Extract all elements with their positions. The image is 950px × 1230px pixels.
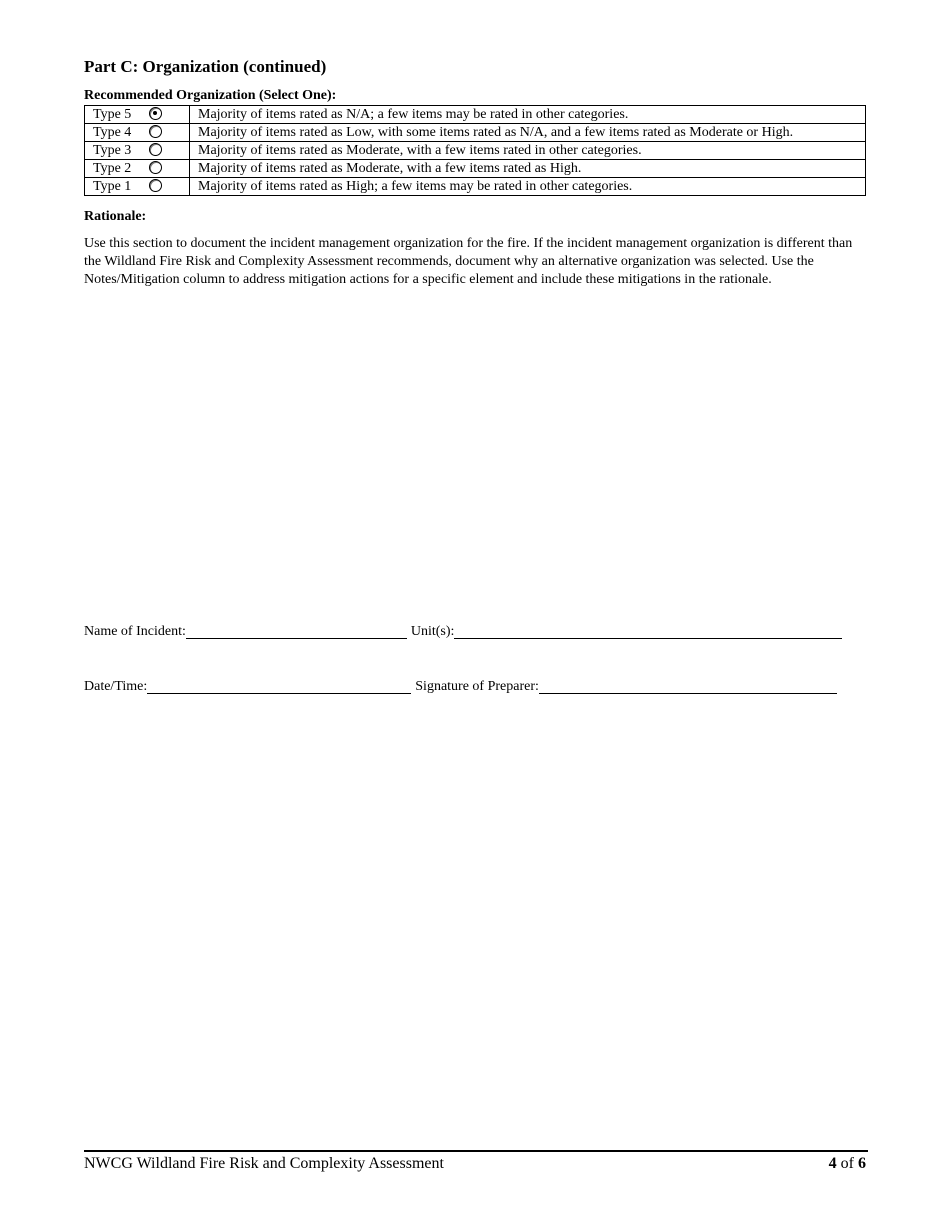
signature-field[interactable] [539,679,837,694]
type-description: Majority of items rated as High; a few items may be rated in other categories. [190,178,866,196]
type-5-radio[interactable] [149,107,162,120]
incident-name-field[interactable] [186,624,407,639]
type-description: Majority of items rated as Low, with some items rated as N/A, and a few items rated as Moderate or High. [190,124,866,142]
type-description: Majority of items rated as Moderate, with a few items rated as High. [190,160,866,178]
rationale-text: Use this section to document the incident management organization for the fire. If the incident management organization is different than the Wildland Fire Risk and Complexity Assessment recommends, document why an alternative organization was selected. Use the Notes/Mitigation column to address mitigation actions for a specific element and include these mitigations in the rationale. [84,236,853,287]
type-1-radio[interactable] [149,179,162,192]
page-total: 6 [858,1155,866,1172]
rationale-heading: Rationale: [84,209,147,224]
page-number [829,1155,866,1173]
type-description: Majority of items rated as Moderate, with a few items rated in other categories. [190,142,866,160]
footer-title: NWCG Wildland Fire Risk and Complexity Assessment [84,1155,444,1172]
units-label: Unit(s): [410,624,455,639]
type-2-radio[interactable] [149,161,162,174]
units-field[interactable] [454,624,842,639]
incident-name-label: Name of Incident: [84,624,186,639]
type-label: Type 1 [93,179,132,194]
type-label: Type 2 [93,161,132,176]
type-cell[interactable] [85,124,190,142]
type-label: Type 5 [93,107,132,122]
table-row [85,160,866,178]
organization-type-table [84,105,866,196]
type-cell[interactable] [85,106,190,124]
incident-units-row [84,624,842,640]
type-4-radio[interactable] [149,125,162,138]
type-cell[interactable] [85,178,190,196]
datetime-label: Date/Time: [84,679,148,694]
datetime-signature-row [84,679,837,695]
type-description: Majority of items rated as N/A; a few items may be rated in other categories. [190,106,866,124]
type-cell[interactable] [85,160,190,178]
table-row [85,178,866,196]
type-3-radio[interactable] [149,143,162,156]
page-current: 4 [828,1155,837,1172]
page-separator: of [840,1155,854,1172]
datetime-field[interactable] [147,679,411,694]
table-row [85,106,866,124]
footer-divider [84,1150,868,1152]
recommended-organization-heading: Recommended Organization (Select One): [84,88,337,103]
type-label: Type 4 [93,125,132,140]
type-cell[interactable] [85,142,190,160]
table-row [85,124,866,142]
table-row [85,142,866,160]
signature-label: Signature of Preparer: [415,679,539,694]
page-title: Part C: Organization (continued) [84,57,327,76]
type-label: Type 3 [93,143,132,158]
